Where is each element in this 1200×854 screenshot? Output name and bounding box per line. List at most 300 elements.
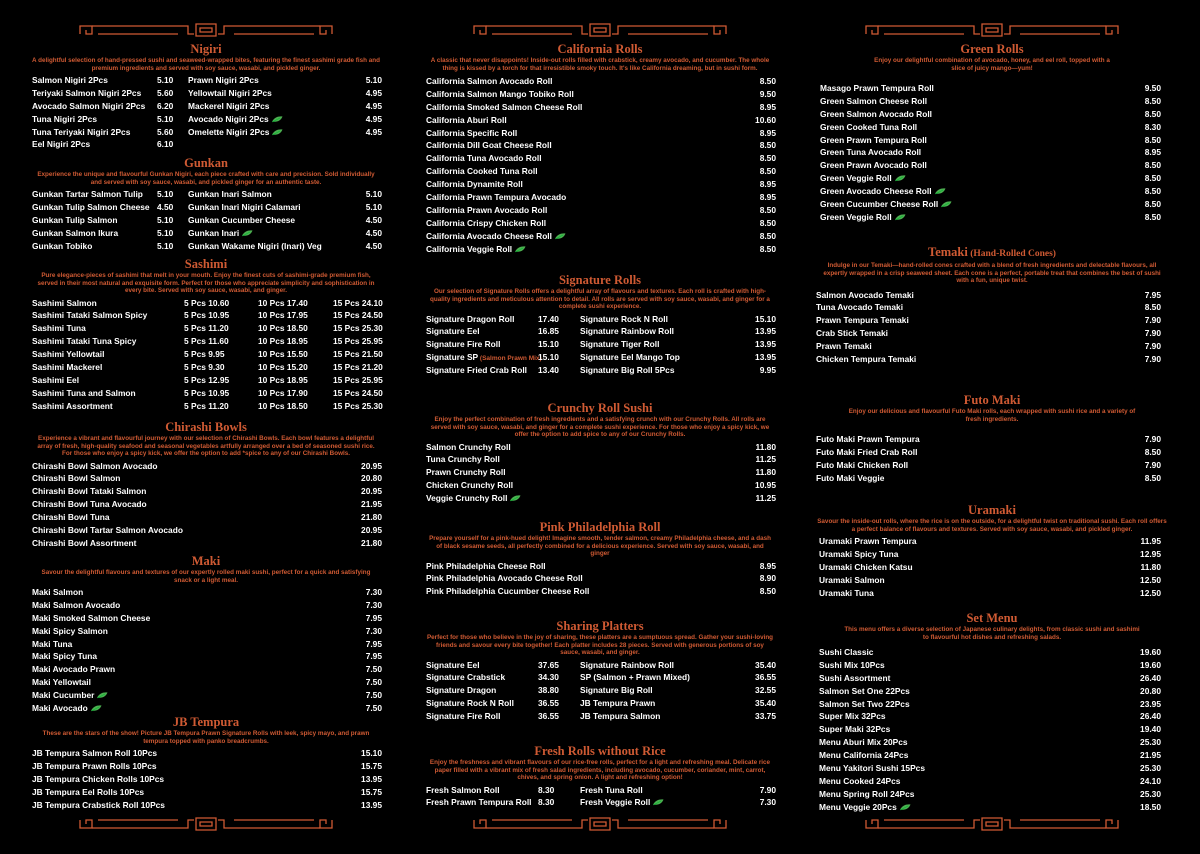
item-name <box>188 113 283 126</box>
item-name <box>820 198 952 211</box>
item-name-text: Chirashi Bowl Salmon Avocado <box>32 460 158 471</box>
item-price: 19.60 <box>1140 647 1161 657</box>
item-name-text: Teriyaki Salmon Nigiri 2Pcs <box>32 87 142 98</box>
item-name <box>820 121 917 134</box>
item-price: 15 Pcs 24.10 <box>333 297 383 308</box>
menu-item-row <box>422 313 778 326</box>
item-name-text: Signature Big Roll 5Pcs <box>580 365 675 376</box>
item-price: 11.80 <box>755 441 776 452</box>
item-name <box>32 240 92 253</box>
veggie-leaf-icon <box>241 230 253 237</box>
section-california <box>422 42 778 255</box>
item-name-text: Futo Maki Chicken Roll <box>816 459 909 470</box>
item-name-text: SP (Salmon + Prawn Mixed) <box>580 672 690 683</box>
menu-item-row <box>422 75 778 88</box>
item-name <box>426 313 514 326</box>
item-name-text: Sashimi Tuna and Salmon <box>32 387 136 398</box>
item-name <box>188 74 259 87</box>
item-price: 4.95 <box>365 100 382 111</box>
menu-item-row <box>28 361 384 374</box>
item-name <box>580 710 660 723</box>
item-name <box>32 638 72 651</box>
item-price: 8.50 <box>759 586 776 597</box>
item-name-text: Sushi Classic <box>819 647 874 657</box>
item-name <box>819 736 908 749</box>
item-price: 21.95 <box>1140 750 1161 761</box>
item-price: 26.40 <box>1140 672 1161 683</box>
item-price: 5.10 <box>157 227 174 238</box>
item-name <box>188 87 272 100</box>
menu-item-row <box>28 460 384 473</box>
item-price: 8.30 <box>1144 121 1161 132</box>
item-name <box>32 663 115 676</box>
menu-item-row <box>812 646 1172 659</box>
item-name-text: Masago Prawn Tempura Roll <box>820 83 934 93</box>
item-name-text: JB Tempura Salmon Roll 10Pcs <box>32 748 158 758</box>
item-name-text: Prawn Temaki <box>816 341 872 352</box>
item-name <box>426 585 589 598</box>
item-name <box>816 353 916 366</box>
item-name-text: Menu Cooked 24Pcs <box>819 775 901 786</box>
item-name <box>32 799 165 812</box>
item-price: 13.95 <box>361 799 382 810</box>
item-price: 11.25 <box>755 493 776 504</box>
item-name <box>819 749 908 762</box>
item-name <box>816 433 920 446</box>
item-price: 8.50 <box>759 217 776 228</box>
item-price: 32.55 <box>755 685 776 696</box>
item-name-text: Signature Rock N Roll <box>426 698 514 709</box>
item-name <box>32 524 183 537</box>
item-name-text: California Aburi Roll <box>426 114 507 125</box>
veggie-leaf-icon <box>940 201 952 208</box>
item-name-text: Fresh Salmon Roll <box>426 784 500 795</box>
menu-item-row <box>28 799 384 812</box>
column-middle <box>422 0 778 854</box>
item-name-text: Signature Fire Roll <box>426 339 501 350</box>
section-sharing <box>422 619 778 723</box>
section-title-text: Green Rolls <box>960 42 1024 56</box>
item-name <box>820 82 934 95</box>
section-title-text: Set Menu <box>966 611 1018 625</box>
item-name <box>820 159 927 172</box>
section-title <box>28 156 384 170</box>
item-name-text: Gunkan Cucumber Cheese <box>188 214 296 225</box>
menu-item-row <box>28 297 384 310</box>
menu-item-row <box>422 88 778 101</box>
menu-item-row <box>812 211 1172 224</box>
item-name <box>819 646 873 659</box>
item-name <box>426 479 513 492</box>
item-price: 9.95 <box>759 365 776 376</box>
item-name-text: California Salmon Avocado Roll <box>426 76 553 86</box>
section-description: Perfect for those who believe in the joy of sharing, these platters are a sumptuous spread. Gather your sushi-loving friends and savour every bite together! Each platter includes 28 pieces. Served with generous portions of soy sauce, wasabi, and ginger. <box>426 634 774 656</box>
item-price: 15 Pcs 21.50 <box>333 349 383 360</box>
item-name-text: Eel Nigiri 2Pcs <box>32 139 91 150</box>
item-price: 8.50 <box>1144 199 1161 210</box>
item-name <box>819 672 890 685</box>
item-name <box>426 659 480 672</box>
item-name <box>580 684 653 697</box>
item-name-text: Yellowtail Nigiri 2Pcs <box>188 87 272 98</box>
item-name-text: Pink Philadelphia Avocado Cheese Roll <box>426 573 583 584</box>
item-price: 6.10 <box>157 139 174 150</box>
item-price: 33.75 <box>755 711 776 722</box>
item-price: 5 Pcs 10.60 <box>184 297 230 308</box>
item-name <box>580 313 668 326</box>
item-name-text: Uramaki Tuna <box>819 587 874 598</box>
item-price: 23.95 <box>1140 698 1161 709</box>
menu-item-row <box>28 400 384 413</box>
item-name-text: JB Tempura Salmon <box>580 711 661 722</box>
item-name <box>32 760 157 773</box>
item-price: 16.85 <box>538 326 559 337</box>
item-name-text: JB Tempura Eel Rolls 10Pcs <box>32 786 145 797</box>
item-price: 8.50 <box>1144 160 1161 171</box>
item-name-text: Gunkan Tulip Salmon <box>32 214 118 225</box>
section-title-text: Nigiri <box>190 42 222 56</box>
item-name <box>819 659 885 672</box>
menu-item-row <box>812 327 1172 340</box>
menu-item-row <box>812 146 1172 159</box>
item-name <box>820 134 927 147</box>
menu-item-row <box>28 638 384 651</box>
item-price: 15.10 <box>538 352 559 363</box>
item-name-text: Uramaki Spicy Tuna <box>819 548 899 559</box>
item-price: 36.55 <box>538 698 559 709</box>
item-name-text: Signature Crabstick <box>426 672 506 683</box>
item-price: 8.50 <box>759 230 776 241</box>
item-price: 5.60 <box>157 126 174 137</box>
item-name <box>32 511 110 524</box>
item-name <box>426 784 500 797</box>
menu-item-row <box>28 227 384 240</box>
item-price: 20.95 <box>361 460 382 471</box>
menu-item-row <box>812 749 1172 762</box>
menu-item-row <box>28 240 384 253</box>
item-price: 4.50 <box>157 201 174 212</box>
item-price: 15.10 <box>755 313 776 324</box>
menu-item-row <box>28 676 384 689</box>
item-name-text: Menu Yakitori Sushi 15Pcs <box>819 763 925 774</box>
item-name-text: Futo Maki Fried Crab Roll <box>816 446 918 457</box>
section-chirashi <box>28 420 384 550</box>
item-name <box>32 387 136 400</box>
item-price: 7.90 <box>1144 353 1161 364</box>
item-price: 8.50 <box>1144 95 1161 106</box>
item-name-text: Chirashi Bowl Salmon <box>32 473 121 484</box>
item-name <box>32 214 117 227</box>
item-name <box>426 671 505 684</box>
item-price: 8.50 <box>1144 211 1161 222</box>
item-price: 7.90 <box>1144 328 1161 339</box>
menu-item-row <box>28 374 384 387</box>
menu-item-row <box>812 459 1172 472</box>
menu-item-row <box>28 702 384 715</box>
menu-item-row <box>812 685 1172 698</box>
item-price: 10.60 <box>755 114 776 125</box>
section-title <box>812 245 1172 261</box>
item-name <box>580 659 674 672</box>
item-name <box>32 309 147 322</box>
veggie-leaf-icon <box>271 116 283 123</box>
section-title-text: Gunkan <box>184 156 228 170</box>
section-title-text: Pink Philadelphia Roll <box>539 520 661 534</box>
item-price: 18.50 <box>1140 801 1161 812</box>
menu-item-row <box>28 113 384 126</box>
section-green <box>812 42 1172 224</box>
item-name <box>819 788 914 801</box>
menu-item-row <box>28 586 384 599</box>
item-name-text: Avocado Nigiri 2Pcs <box>188 113 269 124</box>
item-price: 9.50 <box>759 88 776 99</box>
menu-item-row <box>422 710 778 723</box>
item-name-text: Green Salmon Avocado Roll <box>820 108 932 119</box>
item-name-text: California Specific Roll <box>426 127 518 138</box>
item-name <box>426 191 566 204</box>
menu-item-row <box>812 172 1172 185</box>
menu-item-row <box>812 95 1172 108</box>
item-price: 8.95 <box>759 127 776 138</box>
item-name <box>32 374 79 387</box>
item-name-text: JB Tempura Prawn <box>580 698 656 709</box>
item-name-text: Sashimi Salmon <box>32 297 97 308</box>
item-price: 10 Pcs 17.90 <box>258 387 308 398</box>
item-name-text: Prawn Tempura Temaki <box>816 315 909 326</box>
item-name <box>816 340 872 353</box>
item-name-text: Chirashi Bowl Assortment <box>32 537 137 548</box>
ornament-bottom-right <box>864 816 1120 832</box>
menu-item-row <box>812 121 1172 134</box>
menu-item-row <box>28 663 384 676</box>
section-title <box>422 619 778 633</box>
item-price: 7.90 <box>1144 434 1161 444</box>
item-name <box>32 702 102 715</box>
section-description: These are the stars of the show! Picture JB Tempura Prawn Signature Rolls with leek, spicy mayo, and prawn tempura topped with panko breadcrumbs. <box>42 730 370 745</box>
item-price: 7.50 <box>365 703 382 714</box>
item-name <box>32 586 83 599</box>
column-left <box>28 0 384 854</box>
item-name <box>32 460 158 473</box>
section-description: Enjoy the freshness and vibrant flavours of our rice-free rolls, perfect for a light and refreshing meal. Delicate rice paper filled with a vibrant mix of fresh salad ingredients, including avocado, cucumber, coriander, mint, carrot, chives, and spring onion. A light and refreshing option! <box>429 759 771 781</box>
item-price: 10 Pcs 15.50 <box>258 349 308 360</box>
section-sashimi <box>28 257 384 413</box>
item-price: 5.10 <box>157 113 174 124</box>
veggie-leaf-icon <box>894 214 906 221</box>
menu-item-row <box>422 560 778 573</box>
item-price: 8.50 <box>1144 302 1161 313</box>
item-name <box>32 297 97 310</box>
item-price: 21.80 <box>361 512 382 523</box>
item-name-text: Uramaki Chicken Katsu <box>819 561 913 572</box>
item-price: 7.95 <box>365 651 382 662</box>
item-price: 8.95 <box>759 179 776 190</box>
item-name-text: Gunkan Inari Nigiri Calamari <box>188 201 301 212</box>
item-name-text: California Salmon Mango Tobiko Roll <box>426 88 574 99</box>
item-price: 5 Pcs 12.95 <box>184 374 230 385</box>
item-price: 10 Pcs 18.50 <box>258 323 308 334</box>
item-price: 15 Pcs 25.95 <box>333 336 383 347</box>
item-name <box>32 599 120 612</box>
item-name-text: Crab Stick Temaki <box>816 328 888 339</box>
item-price: 38.80 <box>538 685 559 696</box>
item-price: 11.80 <box>1140 561 1161 572</box>
item-name <box>32 625 108 638</box>
item-list <box>812 535 1172 599</box>
item-price: 15.75 <box>361 786 382 797</box>
item-price: 7.95 <box>1144 289 1161 300</box>
veggie-leaf-icon <box>652 799 664 806</box>
menu-item-row <box>422 178 778 191</box>
item-name <box>188 126 283 139</box>
item-name <box>426 453 500 466</box>
item-name-text: Sashimi Mackerel <box>32 361 103 372</box>
item-price: 21.80 <box>361 537 382 548</box>
item-name <box>188 240 322 253</box>
item-price: 7.30 <box>759 797 776 808</box>
item-name <box>32 335 136 348</box>
menu-item-row <box>422 114 778 127</box>
item-price: 7.90 <box>1144 341 1161 352</box>
menu-item-row <box>28 747 384 760</box>
item-name <box>820 185 946 198</box>
menu-item-row <box>422 466 778 479</box>
item-price: 5.60 <box>157 87 174 98</box>
menu-item-row <box>28 348 384 361</box>
item-name <box>32 348 104 361</box>
item-price: 10 Pcs 18.95 <box>258 336 308 347</box>
section-description: Savour the inside-out rolls, where the rice is on the outside, for a delightful twist on traditional sushi. Each roll offers a perfect balance of flavours and textures. Served with soy sauce, wasabi, and pickled ginger. <box>817 518 1167 533</box>
menu-item-row <box>812 736 1172 749</box>
item-list <box>28 586 384 715</box>
item-price: 8.95 <box>759 192 776 203</box>
item-price: 8.30 <box>538 797 555 808</box>
item-price: 7.30 <box>365 587 382 597</box>
item-price: 4.50 <box>365 214 382 225</box>
item-name <box>32 100 145 113</box>
item-price: 19.60 <box>1140 659 1161 670</box>
menu-item-row <box>812 672 1172 685</box>
item-price: 5 Pcs 11.20 <box>184 400 229 411</box>
item-name <box>816 459 908 472</box>
item-name-text: Tuna Crunchy Roll <box>426 454 500 465</box>
menu-item-row <box>28 309 384 322</box>
item-name <box>32 650 97 663</box>
ornament-border-icon <box>472 816 728 832</box>
item-name-text: California Cooked Tuna Roll <box>426 166 538 177</box>
item-name-text: Mackerel Nigiri 2Pcs <box>188 100 270 111</box>
item-name <box>580 364 674 377</box>
item-name <box>426 364 527 377</box>
item-name-text: Sashimi Assortment <box>32 400 113 411</box>
item-name-text: Prawn Nigiri 2Pcs <box>188 75 259 85</box>
section-title <box>28 42 384 56</box>
section-title-text: Sashimi <box>184 257 228 271</box>
menu-item-row <box>422 796 778 809</box>
section-description: Prepare yourself for a pink-hued delight! Imagine smooth, tender salmon, creamy Philadelphia cheese, and a dash of black sesame seeds, all perfectly combined for a delicious experience. Served with soy sauce, wasabi, and ginger <box>429 535 771 557</box>
item-name-text: Maki Yellowtail <box>32 677 91 688</box>
item-price: 15.10 <box>538 339 559 350</box>
item-name-text: Avocado Salmon Nigiri 2Pcs <box>32 100 146 111</box>
item-name-text: Maki Tuna <box>32 638 73 649</box>
item-name-text: Signature Eel <box>426 326 480 337</box>
item-price: 7.50 <box>365 664 382 675</box>
item-name <box>32 747 157 760</box>
item-name <box>32 322 86 335</box>
section-description: Indulge in our Temaki—hand-rolled cones crafted with a blend of fresh ingredients and delectable flavours, all expertly wrapped in a crisp seaweed sheet. Each cone is a perfect, portable treat that combines the best of sushi with a fun, unique twist. <box>823 262 1161 284</box>
item-name-text: Signature Tiger Roll <box>580 339 660 350</box>
ornament-top-right <box>864 22 1120 38</box>
item-name-text: Sashimi Tuna <box>32 323 86 334</box>
item-price: 35.40 <box>755 698 776 709</box>
item-name-text: Sushi Mix 10Pcs <box>819 659 885 670</box>
item-name <box>580 784 643 797</box>
menu-item-row <box>28 524 384 537</box>
item-name-text: Green Prawn Tempura Roll <box>820 134 927 145</box>
item-name <box>819 723 890 736</box>
item-name-text: JB Tempura Chicken Rolls 10Pcs <box>32 773 165 784</box>
item-name <box>32 227 118 240</box>
item-name <box>426 243 526 256</box>
section-description: Our selection of Signature Rolls offers a delightful array of flavours and textures. Each roll is crafted with high-quality ingredients and meticulous attention to detail. All rolls are served with soy sauce, wasabi, and ginger for a complete sushi experience. <box>430 288 770 310</box>
menu-item-row <box>422 572 778 585</box>
item-price: 5.10 <box>365 75 382 85</box>
item-name-text: Signature Eel Mango Top <box>580 352 680 363</box>
item-list <box>28 747 384 811</box>
ornament-bottom-left <box>78 816 334 832</box>
item-name-text: Chicken Tempura Temaki <box>816 353 917 364</box>
item-price: 8.50 <box>759 204 776 215</box>
menu-item-row <box>28 100 384 113</box>
menu-item-row <box>812 659 1172 672</box>
veggie-leaf-icon <box>554 233 566 240</box>
item-name <box>32 74 108 87</box>
item-name-text: Salmon Set One 22Pcs <box>819 685 910 696</box>
item-name-text: Chirashi Bowl Tartar Salmon Avocado <box>32 524 183 535</box>
menu-item-row <box>28 786 384 799</box>
item-name-text: Gunkan Tulip Salmon Cheese <box>32 201 150 212</box>
item-name-text: Futo Maki Prawn Tempura <box>816 434 920 444</box>
section-title <box>422 744 778 758</box>
item-name-text: Sashimi Tataki Salmon Spicy <box>32 310 148 321</box>
veggie-leaf-icon <box>934 188 946 195</box>
section-description: Enjoy our delicious and flavourful Futo Maki rolls, each wrapped with sushi rice and a variety of fresh ingredients. <box>848 408 1136 423</box>
menu-item-row <box>28 612 384 625</box>
menu-item-row <box>812 574 1172 587</box>
item-name-text: Salmon Set Two 22Pcs <box>819 698 910 709</box>
item-name <box>426 466 506 479</box>
menu-item-row <box>422 364 778 377</box>
item-price: 4.50 <box>365 240 382 251</box>
menu-item-row <box>812 472 1172 485</box>
item-list <box>422 441 778 505</box>
item-name-text: Fresh Prawn Tempura Roll <box>426 797 532 808</box>
item-name <box>816 472 884 485</box>
veggie-leaf-icon <box>271 129 283 136</box>
section-title <box>812 42 1172 56</box>
item-name-text: California Dill Goat Cheese Roll <box>426 140 552 151</box>
item-price: 15 Pcs 25.30 <box>333 400 383 411</box>
section-uramaki <box>812 503 1172 599</box>
item-name-text: Signature Rock N Roll <box>580 313 668 324</box>
item-price: 34.30 <box>538 672 559 683</box>
item-name-text: Gunkan Inari Salmon <box>188 189 272 199</box>
item-list <box>28 460 384 550</box>
section-title <box>28 257 384 271</box>
menu-item-row <box>28 214 384 227</box>
menu-item-row <box>28 625 384 638</box>
veggie-leaf-icon <box>90 705 102 712</box>
